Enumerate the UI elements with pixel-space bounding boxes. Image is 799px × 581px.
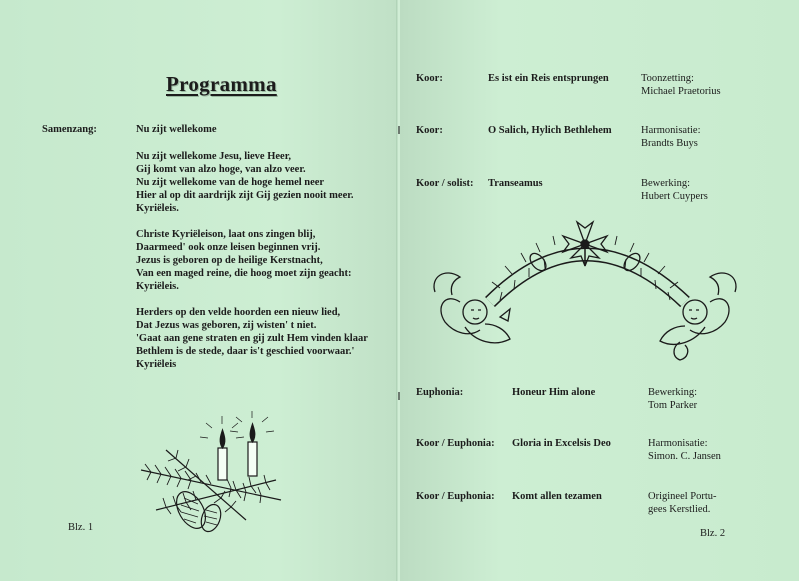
credit-2-name: Brandts Buys bbox=[641, 138, 698, 149]
verse-line: Bethlem is de stede, daar is't geschied voorwaar.' bbox=[136, 346, 355, 357]
verse-2 bbox=[136, 228, 386, 293]
song-title-1: Es ist ein Reis entsprungen bbox=[488, 73, 609, 84]
right-page bbox=[400, 0, 799, 581]
credit-3-name: Hubert Cuypers bbox=[641, 191, 708, 202]
credit-4-name: Tom Parker bbox=[648, 400, 698, 411]
opening-label: Samenzang: bbox=[42, 124, 97, 135]
page-number: Blz. 2 bbox=[700, 528, 726, 539]
verse-line: Gij komt van alzo hoge, van alzo veer. bbox=[136, 164, 306, 175]
song-title-6: Komt allen tezamen bbox=[512, 491, 602, 502]
verse-line: Christe Kyriëleison, laat ons zingen blij, bbox=[136, 229, 316, 240]
song-title-2: O Salich, Hylich Bethlehem bbox=[488, 125, 612, 136]
angels-garland-icon bbox=[420, 212, 750, 372]
credit-4-role: Bewerking: bbox=[648, 387, 697, 398]
credit-5-role: Harmonisatie: bbox=[648, 438, 708, 449]
verse-1 bbox=[136, 150, 386, 215]
credit-6-name: gees Kerstlied. bbox=[648, 504, 711, 515]
left-page bbox=[0, 0, 398, 581]
verse-line: Kyriëleis. bbox=[136, 281, 179, 292]
performer-1: Koor: bbox=[416, 73, 443, 84]
performer-3: Koor / solist: bbox=[416, 178, 474, 189]
song-title-5: Gloria in Excelsis Deo bbox=[512, 438, 611, 449]
credit-3-role: Bewerking: bbox=[641, 178, 690, 189]
candles-pine-branch-icon bbox=[136, 410, 286, 540]
performer-4: Euphonia: bbox=[416, 387, 464, 398]
verse-line: Herders op den velde hoorden een nieuw lied, bbox=[136, 307, 341, 318]
credit-2-role: Harmonisatie: bbox=[641, 125, 701, 136]
opening-song: Nu zijt wellekome bbox=[136, 124, 217, 135]
credit-5-name: Simon. C. Jansen bbox=[648, 451, 721, 462]
verse-line: Daarmeed' ook onze leisen beginnen vrij. bbox=[136, 242, 321, 253]
credit-1-role: Toonzetting: bbox=[641, 73, 694, 84]
verse-line: Nu zijt wellekome van de hoge hemel neer bbox=[136, 177, 325, 188]
performer-2: Koor: bbox=[416, 125, 443, 136]
song-title-4: Honeur Him alone bbox=[512, 387, 596, 398]
verse-line: Jezus is geboren op de heilige Kerstnacht, bbox=[136, 255, 323, 266]
verse-line: Nu zijt wellekome Jesu, lieve Heer, bbox=[136, 151, 292, 162]
page-number: Blz. 1 bbox=[68, 522, 94, 533]
verse-3 bbox=[136, 306, 376, 371]
song-title-3: Transeamus bbox=[488, 178, 543, 189]
performer-6: Koor / Euphonia: bbox=[416, 491, 495, 502]
verse-line: Dat Jezus was geboren, zij wisten' t niet. bbox=[136, 320, 317, 331]
performer-5: Koor / Euphonia: bbox=[416, 438, 495, 449]
page-title: Programma bbox=[166, 72, 277, 96]
verse-line: Van een maged reine, die hoog moet zijn geacht: bbox=[136, 268, 352, 279]
credit-6-role: Origineel Portu- bbox=[648, 491, 717, 502]
verse-line: Kyriëleis. bbox=[136, 203, 179, 214]
credit-1-name: Michael Praetorius bbox=[641, 86, 721, 97]
verse-line: 'Gaat aan gene straten en gij zult Hem vinden klaar bbox=[136, 333, 368, 344]
verse-line: Hier al op dit aardrijk zijt Gij gezien nooit meer. bbox=[136, 190, 354, 201]
verse-line: Kyriëleis bbox=[136, 359, 177, 370]
